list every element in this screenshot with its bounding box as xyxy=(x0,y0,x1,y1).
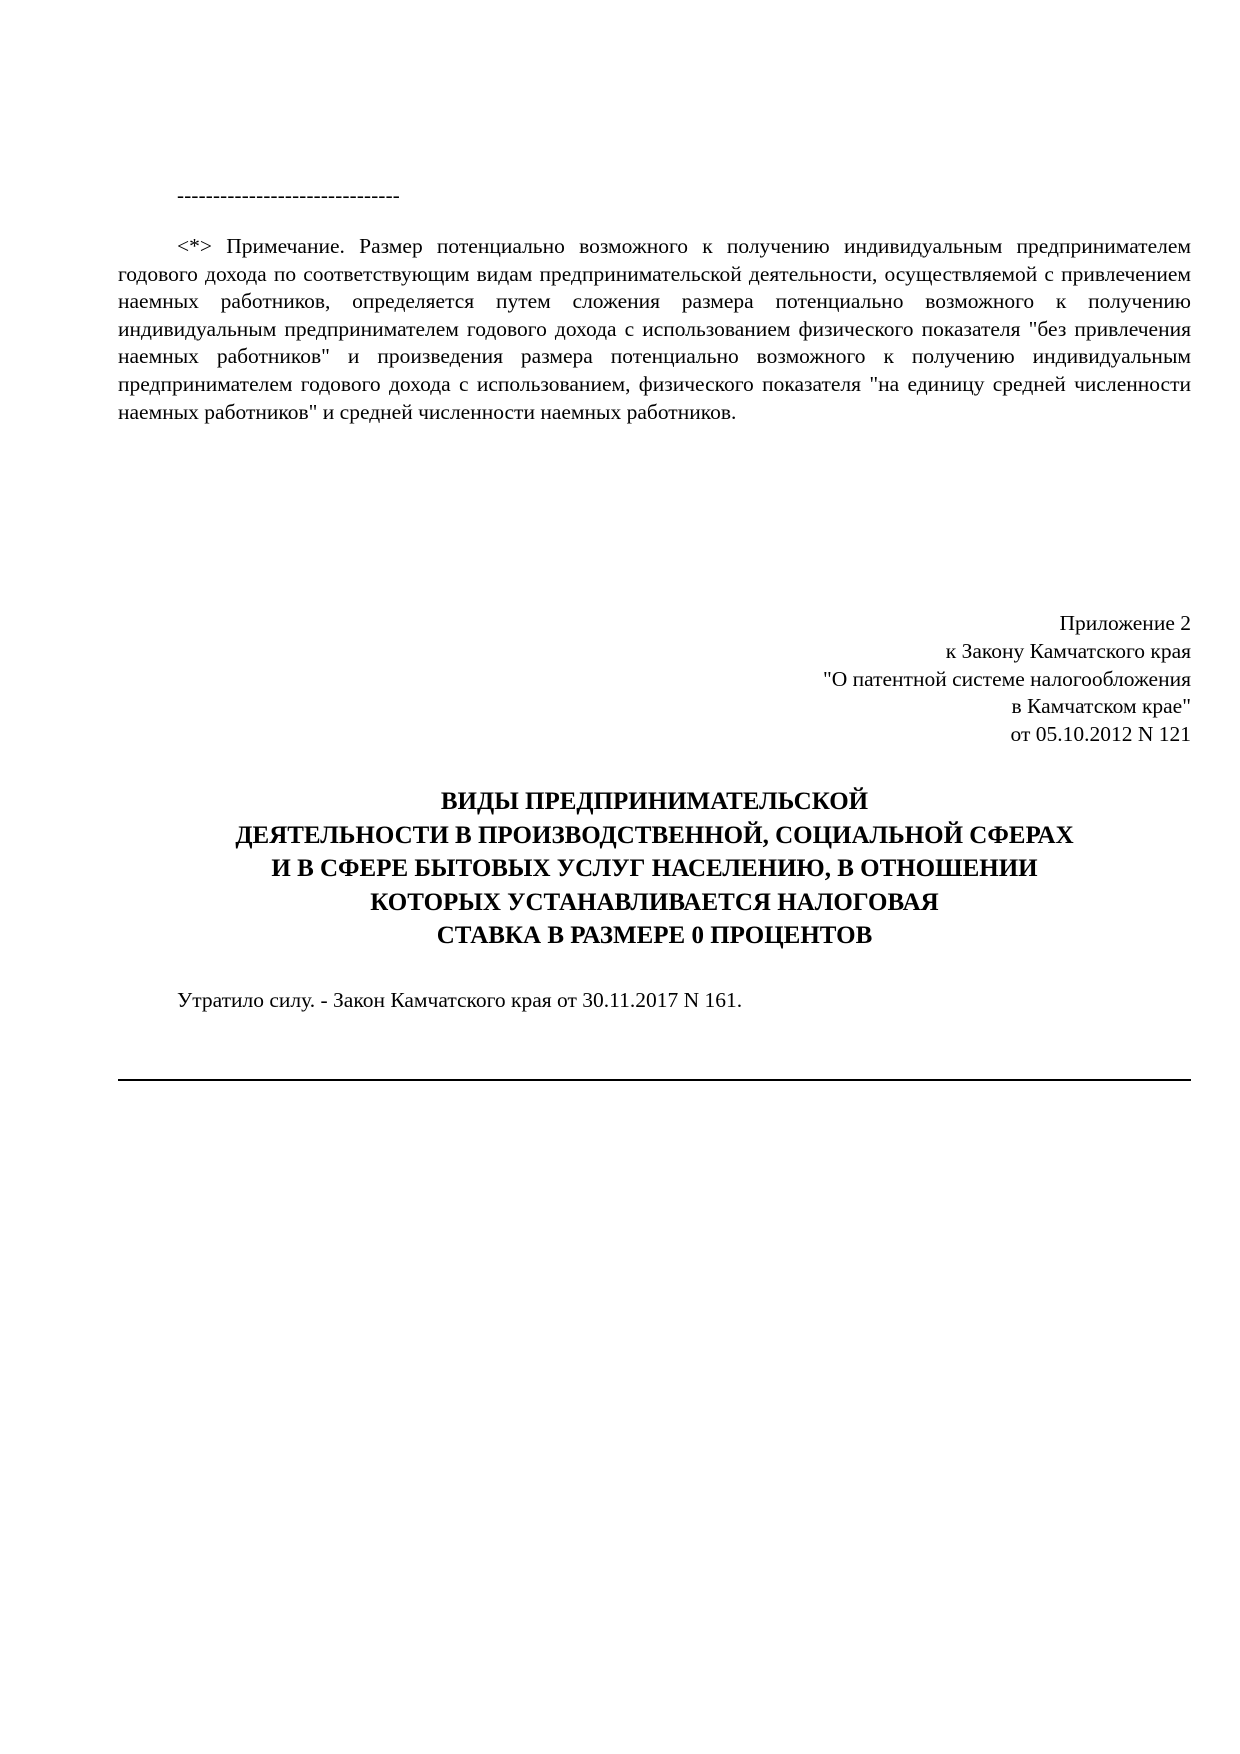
appendix-line: Приложение 2 xyxy=(1059,611,1191,635)
title-line: ВИДЫ ПРЕДПРИНИМАТЕЛЬСКОЙ xyxy=(440,788,869,815)
document-title xyxy=(118,785,1191,953)
title-line: СТАВКА В РАЗМЕРЕ 0 ПРОЦЕНТОВ xyxy=(436,922,873,949)
title-line: ДЕЯТЕЛЬНОСТИ В ПРОИЗВОДСТВЕННОЙ, СОЦИАЛЬНОЙ СФЕРАХ xyxy=(235,821,1074,849)
appendix-line: "О патентной системе налогообложения xyxy=(822,666,1191,691)
appendix-line: к Закону Камчатского края xyxy=(945,638,1191,663)
footnote-separator: ------------------------------- xyxy=(177,183,400,207)
appendix-header xyxy=(823,610,1191,749)
repealed-notice: Утратило силу. - Закон Камчатского края от 30.11.2017 N 161. xyxy=(177,988,743,1012)
title-line: И В СФЕРЕ БЫТОВЫХ УСЛУГ НАСЕЛЕНИЮ, В ОТНОШЕНИИ xyxy=(271,855,1038,882)
footnote-note: <*> Примечание. Размер потенциально возможного к получению индивидуальным предпринимателем годового дохода по соответствующим видам предпринимательской деятельности, осуществляемой с привлечением наемных работников, определяется путем сложения размера потенциально возможного к получению индивидуальным предпринимателем годового дохода с использованием физического показателя "без привлечения наемных работников" и произведения размера потенциально возможного к получению индивидуальным предпринимателем годового дохода с использованием, физического показателя "на единицу средней численности наемных работников" и средней численности наемных работников. xyxy=(118,234,1191,424)
appendix-line: от 05.10.2012 N 121 xyxy=(1010,722,1191,747)
appendix-line: в Камчатском крае" xyxy=(1011,694,1191,719)
horizontal-rule xyxy=(118,1079,1191,1081)
title-line: КОТОРЫХ УСТАНАВЛИВАЕТСЯ НАЛОГОВАЯ xyxy=(370,888,939,916)
